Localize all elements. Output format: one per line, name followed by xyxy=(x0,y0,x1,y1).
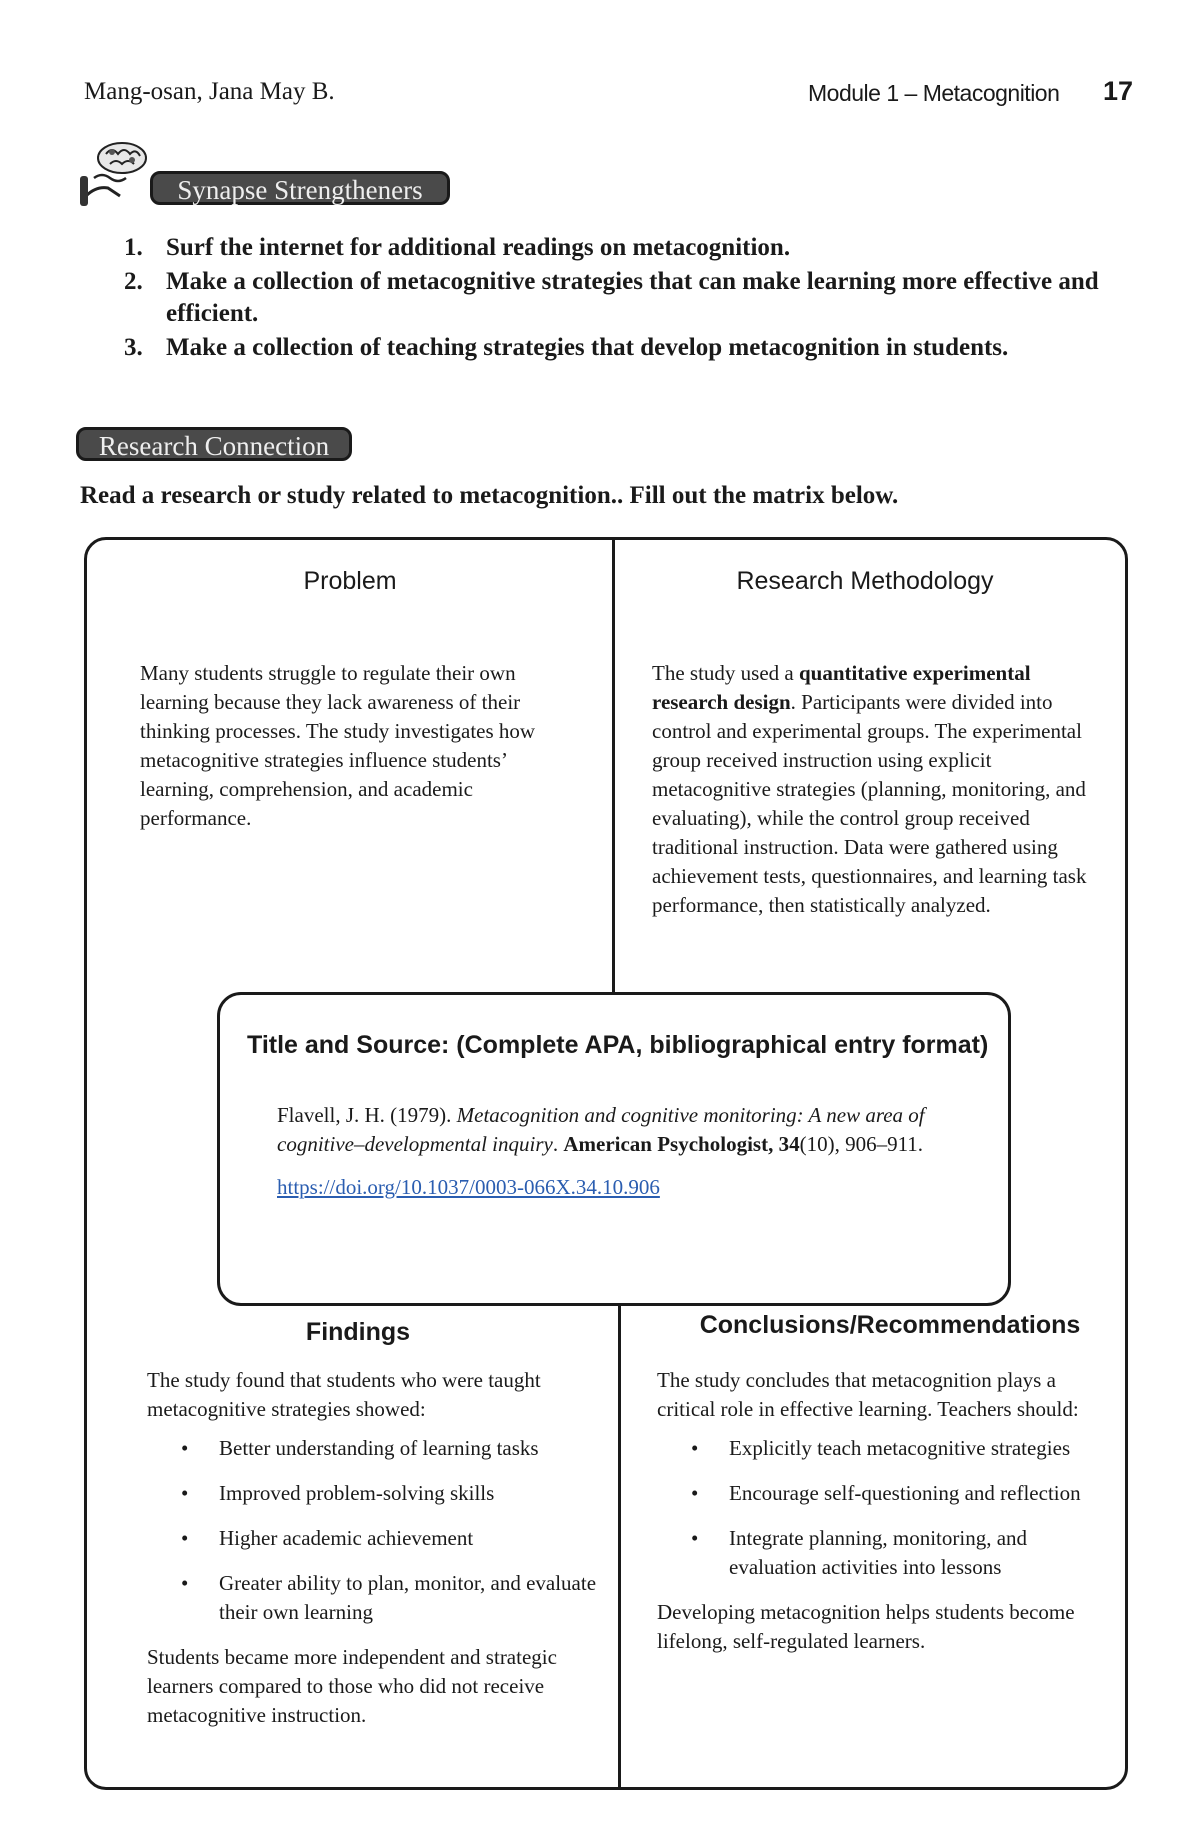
page-number: 17 xyxy=(1103,76,1134,106)
list-item: • Integrate planning, monitoring, and evaluation activities into lessons xyxy=(657,1524,1107,1582)
apa-citation: Flavell, J. H. (1979). Metacognition and cognitive monitoring: A new area of cognitive–developmental inquiry. American Psychologist, 34(10), 906–911. https://doi.org/10.1037/0003-066X.34.10.906 xyxy=(277,1101,977,1202)
research-banner: Research Connection xyxy=(76,427,352,461)
author-name: Mang-osan, Jana May B. xyxy=(84,78,335,105)
list-item: • Encourage self-questioning and reflection xyxy=(657,1479,1107,1508)
problem-heading: Problem xyxy=(303,567,397,595)
findings-list xyxy=(147,1434,607,1627)
list-item: 3. Make a collection of teaching strategies that develop metacognition in students. xyxy=(124,334,1009,361)
methodology-text: The study used a quantitative experimental research design. Participants were divided into control and experimental groups. The experimental group received instruction using explicit metacognitive strategies (planning, monitoring, and evaluating), while the control group received traditional instruction. Data were gathered using achievement tests, questionnaires, and learning task performance, then statistically analyzed. xyxy=(652,661,1087,917)
brain-icon xyxy=(76,138,156,208)
list-item: 1. Surf the internet for additional readings on metacognition. xyxy=(124,234,791,261)
article-title: Metacognition and cognitive monitoring: A new area of cognitive–developmental inquiry xyxy=(277,1103,925,1156)
doi-link[interactable]: https://doi.org/10.1037/0003-066X.34.10.906 xyxy=(277,1175,660,1199)
conclusions-heading: Conclusions/Recommendations xyxy=(699,1311,1081,1339)
findings-heading: Findings xyxy=(305,1318,411,1346)
list-item: • Higher academic achievement xyxy=(147,1524,607,1553)
findings-text: The study found that students who were taught metacognitive strategies showed: • Better understanding of learning tasks • Improved problem-solving skills • Higher academic achievement • Greater ability to plan, monitor, and evaluate their own learning Students became more independent and strategic learners compared to those who did not receive metacognitive instruction. xyxy=(147,1366,607,1730)
methodology-design: quantitative experimental research design xyxy=(652,661,1031,714)
methodology-heading: Research Methodology xyxy=(736,567,994,595)
title-source-heading: Title and Source: (Complete APA, bibliographical entry format) xyxy=(247,1031,989,1059)
matrix-divider-top xyxy=(612,540,615,995)
list-item: • Better understanding of learning tasks xyxy=(147,1434,607,1463)
list-item: • Improved problem-solving skills xyxy=(147,1479,607,1508)
synapse-list xyxy=(124,232,1144,366)
synapse-banner: Synapse Strengtheners xyxy=(150,171,450,205)
list-item: • Explicitly teach metacognitive strategies xyxy=(657,1434,1107,1463)
matrix-instruction: Read a research or study related to metacognition.. Fill out the matrix below. xyxy=(80,482,899,509)
journal-name: American Psychologist, 34 xyxy=(563,1132,800,1156)
list-item: • Greater ability to plan, monitor, and evaluate their own learning xyxy=(147,1569,607,1627)
conclusions-list xyxy=(657,1434,1107,1582)
list-item: 2. Make a collection of metacognitive strategies that can make learning more effective and efficient. xyxy=(124,268,1099,327)
problem-text: Many students struggle to regulate their own learning because they lack awareness of their thinking processes. The study investigates how metacognitive strategies influence students’ learning, comprehension, and academic performance. xyxy=(140,661,536,830)
matrix-divider-bottom xyxy=(618,1300,621,1787)
module-title: Module 1 – Metacognition xyxy=(808,80,1060,106)
conclusions-text: The study concludes that metacognition plays a critical role in effective learning. Teachers should: • Explicitly teach metacognitive strategies • Encourage self-questioning and reflection • Integrate planning, monitoring, and evaluation activities into lessons Developing metacognition helps students become lifelong, self-regulated learners. xyxy=(657,1366,1107,1656)
